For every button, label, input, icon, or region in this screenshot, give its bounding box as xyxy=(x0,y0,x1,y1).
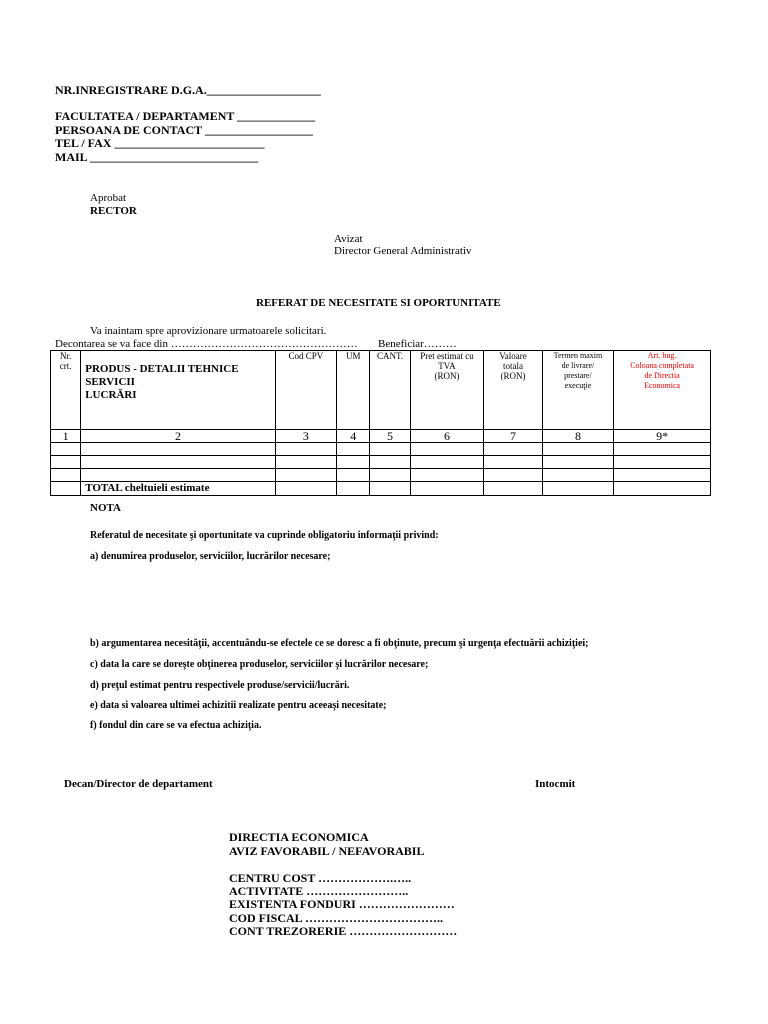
table-cell[interactable] xyxy=(410,456,484,469)
header-pret-line: Pret estimat cu xyxy=(420,351,474,361)
total-label: TOTAL cheltuieli estimate xyxy=(81,482,275,496)
table-cell[interactable] xyxy=(370,456,410,469)
decontarea-line: Decontarea se va face din …………………………………………… xyxy=(55,338,358,350)
header-valoare-line: totala xyxy=(502,361,523,371)
table-cell[interactable] xyxy=(370,469,410,482)
header-produs xyxy=(81,351,275,430)
table-row xyxy=(51,456,711,469)
table-cell[interactable] xyxy=(337,456,370,469)
table-cell[interactable] xyxy=(542,443,614,456)
table-cell[interactable] xyxy=(81,456,275,469)
header-art-bug-line: Coloana completata xyxy=(630,361,694,370)
table-cell[interactable] xyxy=(484,456,542,469)
header-termen-line: prestare/ xyxy=(564,371,592,380)
table-cell[interactable] xyxy=(542,469,614,482)
table-cell[interactable] xyxy=(370,482,410,496)
column-number: 3 xyxy=(275,430,336,443)
aprobat-label: Aprobat xyxy=(90,192,127,204)
decan-signature-label: Decan/Director de departament xyxy=(64,778,213,790)
table-cell[interactable] xyxy=(614,469,711,482)
header-cod-cpv: Cod CPV xyxy=(275,351,336,430)
nota-item-e: e) data si valoarea ultimei achizitii realizate pentru aceeaşi necesitate; xyxy=(90,700,387,711)
total-row xyxy=(51,482,711,496)
column-number: 9* xyxy=(614,430,711,443)
column-number: 7 xyxy=(484,430,542,443)
table-cell[interactable] xyxy=(542,482,614,496)
nr-inregistrare-field: NR.INREGISTRARE D.G.A.___________________ xyxy=(55,83,321,97)
table-cell[interactable] xyxy=(337,469,370,482)
directia-title: DIRECTIA ECONOMICA xyxy=(229,830,369,844)
header-art-bug xyxy=(614,351,711,430)
header-valoare-line: (RON) xyxy=(500,371,526,381)
table-cell[interactable] xyxy=(370,443,410,456)
table-cell[interactable] xyxy=(275,482,336,496)
rector-label: RECTOR xyxy=(90,205,137,217)
table-cell[interactable] xyxy=(275,469,336,482)
document-title: REFERAT DE NECESITATE SI OPORTUNITATE xyxy=(256,297,501,309)
header-termen-line: execuţie xyxy=(564,381,592,390)
table-row xyxy=(51,443,711,456)
column-number: 4 xyxy=(337,430,370,443)
column-number-row xyxy=(51,430,711,443)
table-cell xyxy=(51,482,81,496)
nota-title: NOTA xyxy=(90,502,121,514)
avizat-label: Avizat xyxy=(334,233,363,245)
intro-line: Va inaintam spre aprovizionare urmatoarele solicitari. xyxy=(90,325,327,337)
header-termen-line: Termen maxim xyxy=(553,351,603,360)
header-produs-line: PRODUS - DETALII TEHNICE xyxy=(85,363,239,375)
header-valoare xyxy=(484,351,542,430)
table-cell[interactable] xyxy=(410,482,484,496)
cod-fiscal-field: COD FISCAL …………………………….. xyxy=(229,911,444,925)
header-art-bug-line: Economica xyxy=(644,381,681,390)
mail-field: MAIL ____________________________ xyxy=(55,150,259,164)
column-number: 8 xyxy=(542,430,614,443)
tel-fax-field: TEL / FAX _________________________ xyxy=(55,136,265,150)
table-cell[interactable] xyxy=(614,482,711,496)
column-number: 5 xyxy=(370,430,410,443)
header-termen xyxy=(542,351,614,430)
intocmit-signature-label: Intocmit xyxy=(535,778,576,790)
header-produs-line: LUCRĂRI xyxy=(85,389,137,401)
header-cant: CANT. xyxy=(370,351,410,430)
table-cell[interactable] xyxy=(51,443,81,456)
header-um: UM xyxy=(337,351,370,430)
solicitari-table xyxy=(50,350,711,496)
nota-item-a: a) denumirea produselor, serviciilor, lucrărilor necesare; xyxy=(90,551,331,562)
table-cell[interactable] xyxy=(614,456,711,469)
cont-trezorerie-field: CONT TREZORERIE ……………………… xyxy=(229,924,458,938)
header-produs-line: SERVICII xyxy=(85,376,135,388)
aviz-field: AVIZ FAVORABIL / NEFAVORABIL xyxy=(229,844,425,858)
table-cell[interactable] xyxy=(337,443,370,456)
table-cell[interactable] xyxy=(614,443,711,456)
beneficiar-line: Beneficiar……… xyxy=(378,338,457,350)
header-termen-line: de livrare/ xyxy=(561,361,595,370)
nota-item-c: c) data la care se doreşte obţinerea produselor, serviciilor şi lucrărilor necesare; xyxy=(90,659,429,670)
table-cell[interactable] xyxy=(81,469,275,482)
table-cell[interactable] xyxy=(484,469,542,482)
activitate-field: ACTIVITATE …………………….. xyxy=(229,884,409,898)
persoana-contact-field: PERSOANA DE CONTACT __________________ xyxy=(55,123,313,137)
table-cell[interactable] xyxy=(337,482,370,496)
table-row xyxy=(51,469,711,482)
table-cell[interactable] xyxy=(51,456,81,469)
header-pret xyxy=(410,351,484,430)
header-nr-crt: Nr. crt. xyxy=(51,351,81,430)
nota-item-b: b) argumentarea necesităţii, accentuându-se efectele ce se doresc a fi obţinute, precum şi urgenţa efectuării achiziţiei; xyxy=(90,638,589,649)
header-pret-line: (RON) xyxy=(434,371,460,381)
nota-item-d: d) preţul estimat pentru respectivele produse/servicii/lucrări. xyxy=(90,680,350,691)
centru-cost-field: CENTRU COST ……………….….. xyxy=(229,871,412,885)
table-header-row xyxy=(51,351,711,430)
nota-intro: Referatul de necesitate şi oportunitate va cuprinde obligatoriu informaţii privind: xyxy=(90,530,439,541)
table-cell[interactable] xyxy=(410,443,484,456)
table-cell[interactable] xyxy=(51,469,81,482)
header-valoare-line: Valoare xyxy=(499,351,527,361)
table-cell[interactable] xyxy=(81,443,275,456)
header-art-bug-line: Art. bug. xyxy=(647,351,677,360)
column-number: 1 xyxy=(51,430,81,443)
header-art-bug-line: de Directia xyxy=(644,371,680,380)
facultatea-field: FACULTATEA / DEPARTAMENT _____________ xyxy=(55,109,316,123)
nota-item-f: f) fondul din care se va efectua achiziţia. xyxy=(90,720,262,731)
column-number: 2 xyxy=(81,430,275,443)
director-general-label: Director General Administrativ xyxy=(334,245,472,257)
table-cell[interactable] xyxy=(484,443,542,456)
table-cell[interactable] xyxy=(275,443,336,456)
table-cell[interactable] xyxy=(484,482,542,496)
table-cell[interactable] xyxy=(410,469,484,482)
column-number: 6 xyxy=(410,430,484,443)
header-pret-line: TVA xyxy=(438,361,456,371)
existenta-fonduri-field: EXISTENTA FONDURI …………………… xyxy=(229,897,455,911)
table-cell[interactable] xyxy=(542,456,614,469)
table-cell[interactable] xyxy=(275,456,336,469)
